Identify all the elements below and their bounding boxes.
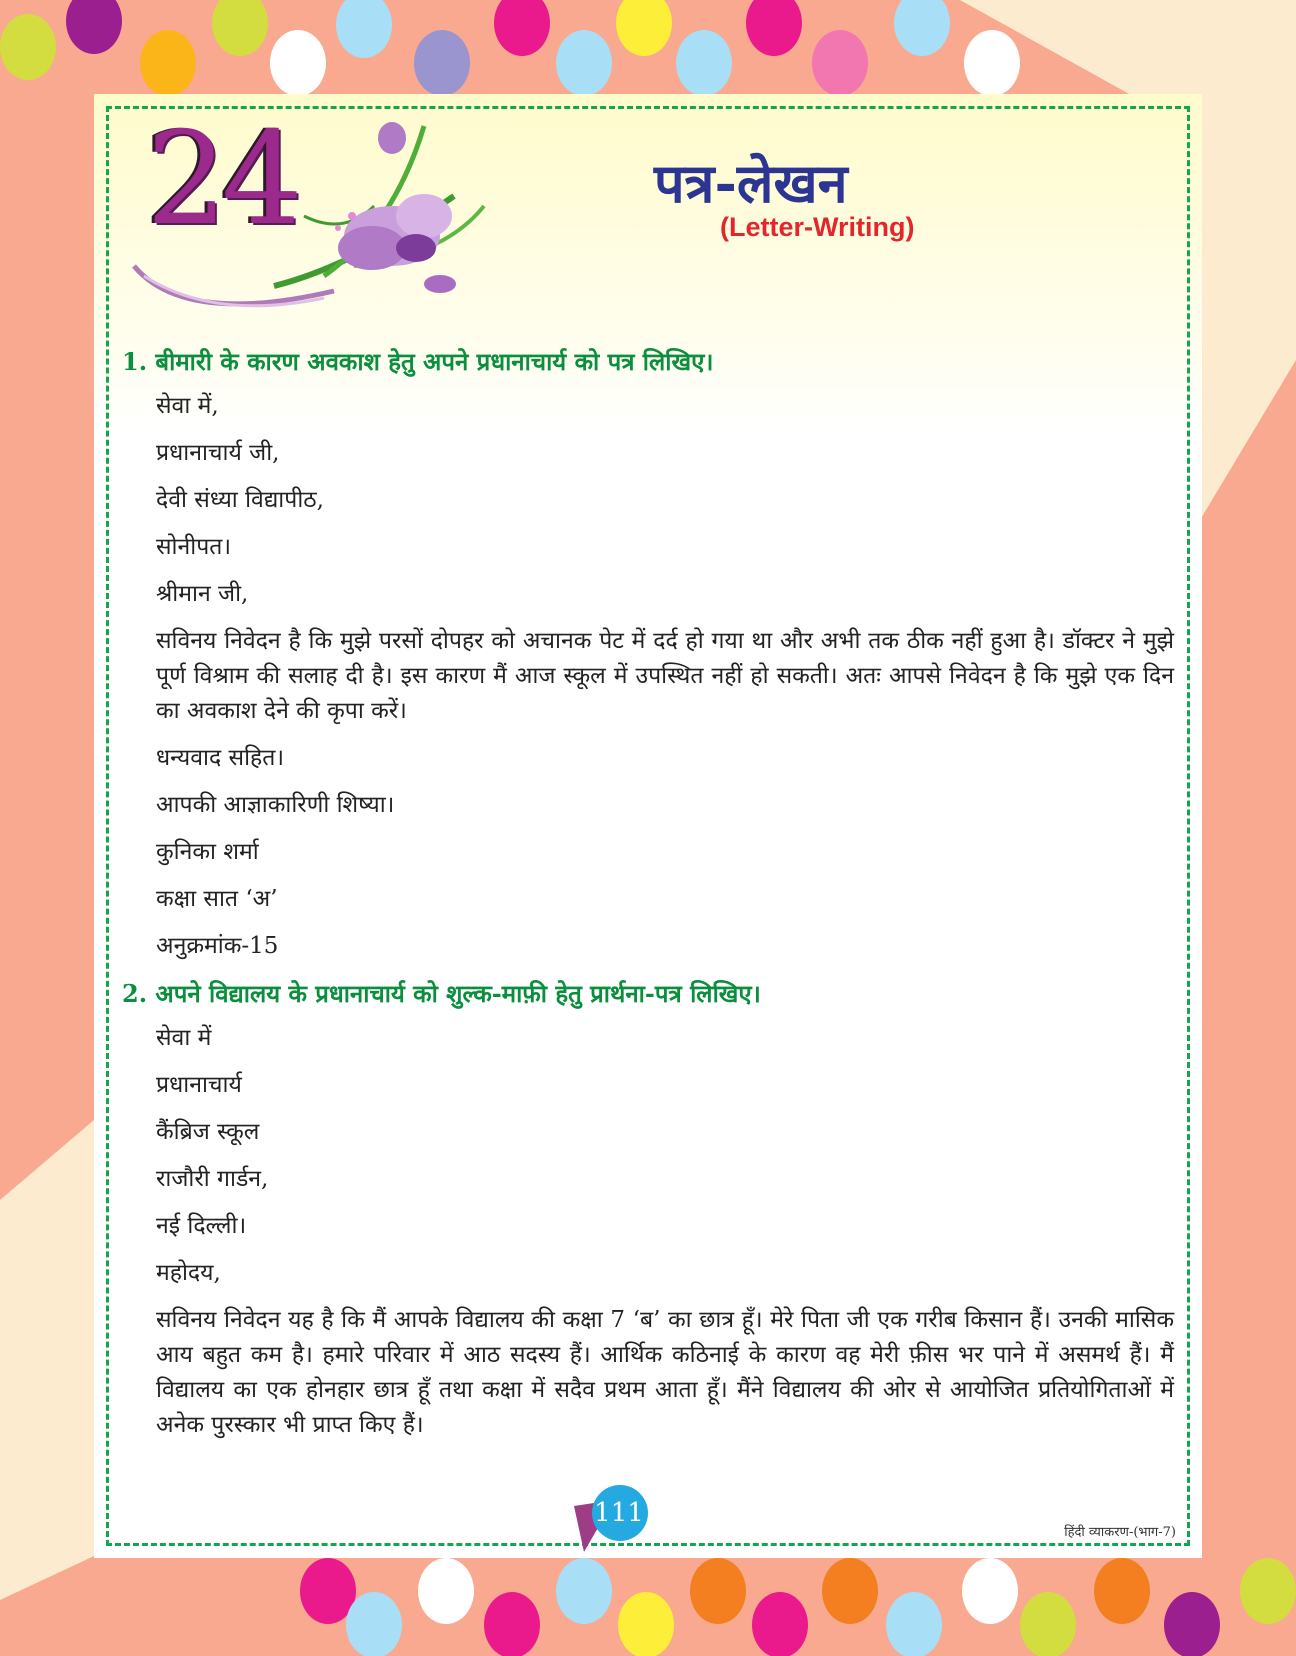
page-number: 111: [594, 1498, 644, 1528]
letter1-line: सोनीपत।: [156, 534, 232, 560]
question-1-heading: 1. बीमारी के कारण अवकाश हेतु अपने प्रधानाचार्य को पत्र लिखिए।: [122, 347, 714, 376]
letter2-line: सेवा में: [156, 1025, 212, 1051]
letter2-line: कैंब्रिज स्कूल: [156, 1119, 260, 1145]
page-sheet: [94, 94, 1202, 1558]
letter2-line: महोदय,: [156, 1260, 221, 1286]
letter1-line: सेवा में,: [156, 393, 219, 419]
chapter-title-hindi: पत्र-लेखन: [654, 151, 848, 215]
top-decorative-dots: [0, 0, 1296, 100]
letter1-line: श्रीमान जी,: [156, 581, 249, 607]
letter2-line: राजौरी गार्डन,: [156, 1166, 269, 1192]
bottom-decorative-dots: [0, 1556, 1296, 1656]
chapter-number: 24: [146, 105, 297, 254]
chapter-title-english: (Letter-Writing): [720, 212, 915, 242]
letter1-line: कक्षा सात ‘अ’: [156, 886, 278, 912]
letter1-line: अनुक्रमांक-15: [156, 933, 279, 959]
letter1-line: आपकी आज्ञाकारिणी शिष्या।: [156, 792, 395, 818]
book-footer: हिंदी व्याकरण-(भाग-7): [1064, 1525, 1176, 1540]
letter1-line: देवी संध्या विद्यापीठ,: [156, 487, 324, 513]
letter2-line: प्रधानाचार्य: [156, 1072, 242, 1098]
question-2-heading: 2. अपने विद्यालय के प्रधानाचार्य को शुल्क-माफ़ी हेतु प्रार्थना-पत्र लिखिए।: [122, 979, 761, 1008]
letter1-line: धन्यवाद सहित।: [156, 745, 285, 771]
chapter-content: [122, 344, 1174, 1455]
letter1-line: प्रधानाचार्य जी,: [156, 440, 280, 466]
letter1-body: सविनय निवेदन है कि मुझे परसों दोपहर को अचानक पेट में दर्द हो गया था और अभी तक ठीक नहीं हुआ है। डॉक्टर ने मुझे पूर्ण विश्राम की सलाह दी है। इस कारण मैं आज स्कूल में उपस्थित नहीं हो सकती। अतः आपसे निवेदन है कि मुझे एक दिन का अवकाश देने की कृपा करें।: [156, 628, 1174, 724]
letter2-body: सविनय निवेदन यह है कि मैं आपके विद्यालय की कक्षा 7 ‘ब’ का छात्र हूँ। मेरे पिता जी एक गरीब किसान हैं। उनकी मासिक आय बहुत कम है। हमारे परिवार में आठ सदस्य हैं। आर्थिक कठिनाई के कारण वह मेरी फ़ीस भर पाने में असमर्थ हैं। मैं विद्यालय का एक होनहार छात्र हूँ तथा कक्षा में सदैव प्रथम आता हूँ। मैंने विद्यालय की ओर से आयोजित प्रतियोगिताओं में अनेक पुरस्कार भी प्राप्त किए हैं।: [156, 1307, 1174, 1438]
letter2-line: नई दिल्ली।: [156, 1213, 247, 1239]
letter1-line: कुनिका शर्मा: [156, 839, 259, 865]
